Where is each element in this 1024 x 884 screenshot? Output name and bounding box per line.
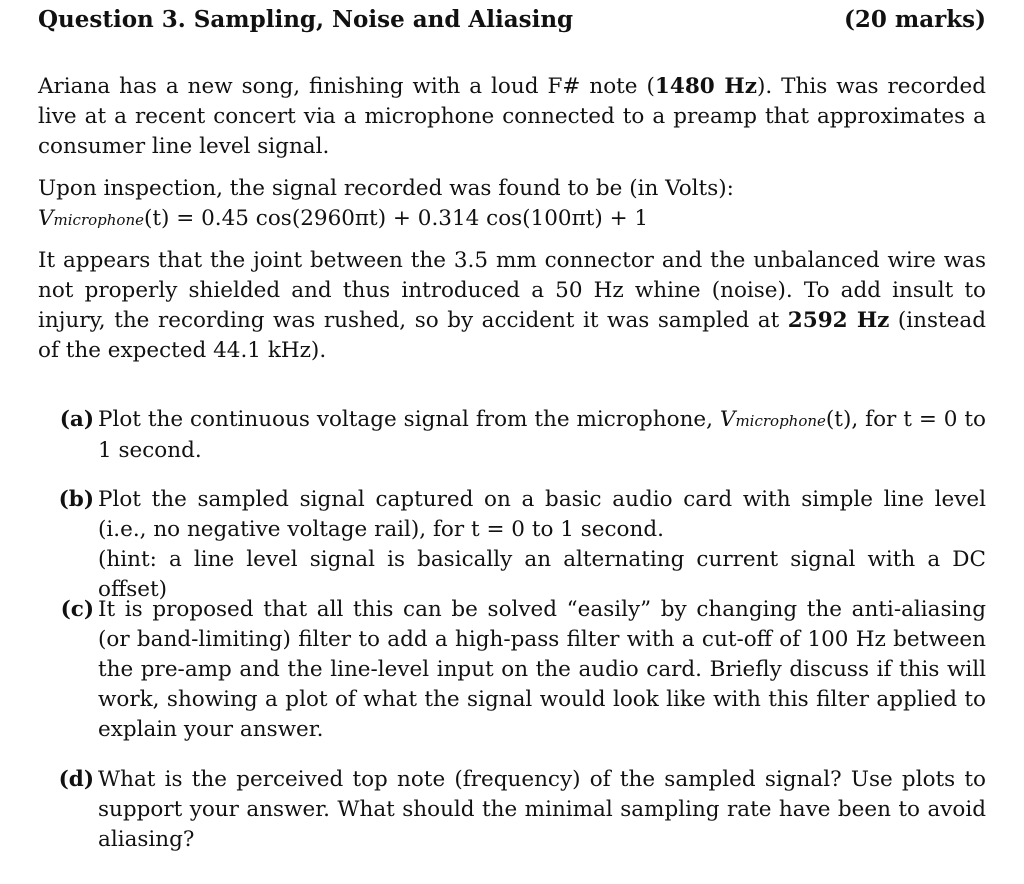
noise-text-end: (instead of the expected 44.1 kHz). bbox=[38, 308, 986, 363]
part-b-question: Plot the sampled signal captured on a basic audio card with simple line level (i.e., no negative voltage rail), for t = 0 to 1 second. bbox=[98, 487, 986, 542]
part-c-label: (c) bbox=[60, 597, 94, 622]
note-frequency: 1480 Hz bbox=[654, 74, 757, 99]
part-c bbox=[38, 595, 986, 745]
signal-equation bbox=[38, 206, 648, 231]
part-a-symbol: V bbox=[719, 407, 736, 432]
part-c-text: It is proposed that all this can be solved “easily” by changing the anti-aliasing (or band-limiting) filter to add a high-pass filter with a cut-off of 100 Hz between the pre-amp and the line-level input on the audio card. Briefly discuss if this will work, showing a plot of what the signal would look like with this filter applied to explain your answer. bbox=[98, 597, 986, 742]
intro-text-end: ). This was recorded live at a recent concert via a microphone connected to a preamp that approximates a consumer line level signal. bbox=[38, 74, 987, 159]
part-d-label: (d) bbox=[58, 767, 94, 792]
signal-paragraph bbox=[38, 174, 986, 235]
intro-paragraph bbox=[38, 72, 986, 162]
part-b bbox=[38, 485, 986, 605]
noise-text-start: It appears that the joint between the 3.5 mm connector and the unbalanced wire was not properly shielded and thus introduced a 50 Hz whine (noise). To add insult to injury, the recording was rushed, so by accident it was sampled at bbox=[38, 248, 986, 333]
part-a-label: (a) bbox=[59, 407, 94, 432]
part-a-text-end: (t), for t = 0 to 1 second. bbox=[98, 407, 986, 463]
noise-paragraph bbox=[38, 246, 986, 366]
equation-subscript: microphone bbox=[53, 211, 144, 229]
part-a-text bbox=[98, 405, 986, 466]
equation-body: (t) = 0.45 cos(2960πt) + 0.314 cos(100πt) + 1 bbox=[144, 206, 649, 231]
part-a-subscript: microphone bbox=[735, 412, 826, 430]
part-b-label: (b) bbox=[58, 487, 94, 512]
part-a-text-start: Plot the continuous voltage signal from the microphone, bbox=[98, 407, 720, 432]
part-a bbox=[38, 405, 986, 466]
part-d-text: What is the perceived top note (frequency) of the sampled signal? Use plots to support your answer. What should the minimal sampling rate have been to avoid aliasing? bbox=[98, 767, 986, 852]
part-b-hint: (hint: a line level signal is basically an alternating current signal with a DC offset) bbox=[98, 547, 986, 602]
equation-symbol: V bbox=[38, 206, 54, 231]
question-marks: (20 marks) bbox=[843, 6, 986, 33]
part-b-text bbox=[98, 485, 986, 605]
sampling-rate: 2592 Hz bbox=[787, 308, 890, 333]
intro-text-start: Ariana has a new song, finishing with a loud F# note ( bbox=[38, 74, 655, 99]
part-d bbox=[38, 765, 986, 855]
signal-intro-text: Upon inspection, the signal recorded was found to be (in Volts): bbox=[38, 176, 734, 201]
question-header bbox=[38, 4, 986, 36]
question-title: Question 3. Sampling, Noise and Aliasing bbox=[38, 6, 574, 33]
